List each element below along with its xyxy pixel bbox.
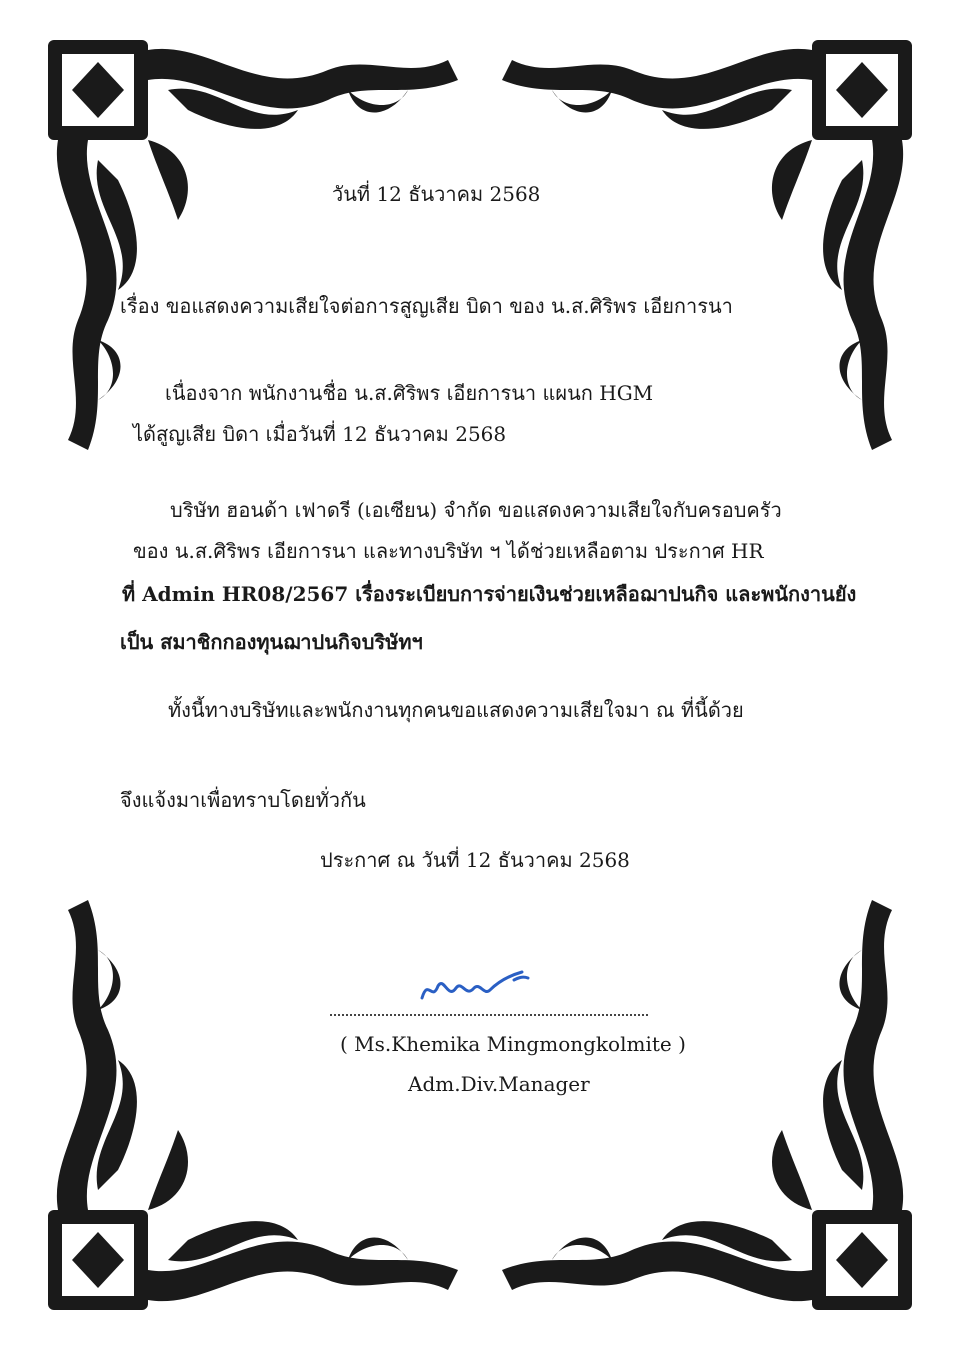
paragraph-1-line-1: เนื่องจาก พนักงานชื่อ น.ส.ศิริพร เอียการนา แผนก HGM xyxy=(165,381,654,405)
signature-line xyxy=(330,1000,648,1016)
paragraph-2-line-4: เป็น สมาชิกกองทุนฌาปนกิจบริษัทฯ xyxy=(120,630,423,654)
paragraph-2-line-1: บริษัท ฮอนด้า เฟาดรี (เอเซียน) จำกัด ขอแสดงความเสียใจกับครอบครัว xyxy=(170,498,782,522)
paragraph-3: ทั้งนี้ทางบริษัทและพนักงานทุกคนขอแสดงความเสียใจมา ณ ที่นี้ด้วย xyxy=(168,698,744,722)
paragraph-1-line-2: ได้สูญเสีย บิดา เมื่อวันที่ 12 ธันวาคม 2568 xyxy=(133,422,507,446)
date-line: วันที่ 12 ธันวาคม 2568 xyxy=(332,182,541,206)
ornament-top-right xyxy=(472,40,912,480)
announcement-date: ประกาศ ณ วันที่ 12 ธันวาคม 2568 xyxy=(320,848,630,872)
closing-line: จึงแจ้งมาเพื่อทราบโดยทั่วกัน xyxy=(120,788,366,812)
signer-title: Adm.Div.Manager xyxy=(408,1072,590,1096)
ornament-top-left xyxy=(48,40,488,480)
subject-line: เรื่อง ขอแสดงความเสียใจต่อการสูญเสีย บิดา ของ น.ส.ศิริพร เอียการนา xyxy=(120,294,733,318)
signer-name: ( Ms.Khemika Mingmongkolmite ) xyxy=(340,1032,686,1056)
paragraph-2-line-3: ที่ Admin HR08/2567 เรื่องระเบียบการจ่ายเงินช่วยเหลือฌาปนกิจ และพนักงานยัง xyxy=(122,582,857,606)
paragraph-2-line-2: ของ น.ส.ศิริพร เอียการนา และทางบริษัท ฯ ได้ช่วยเหลือตาม ประกาศ HR xyxy=(133,539,764,563)
